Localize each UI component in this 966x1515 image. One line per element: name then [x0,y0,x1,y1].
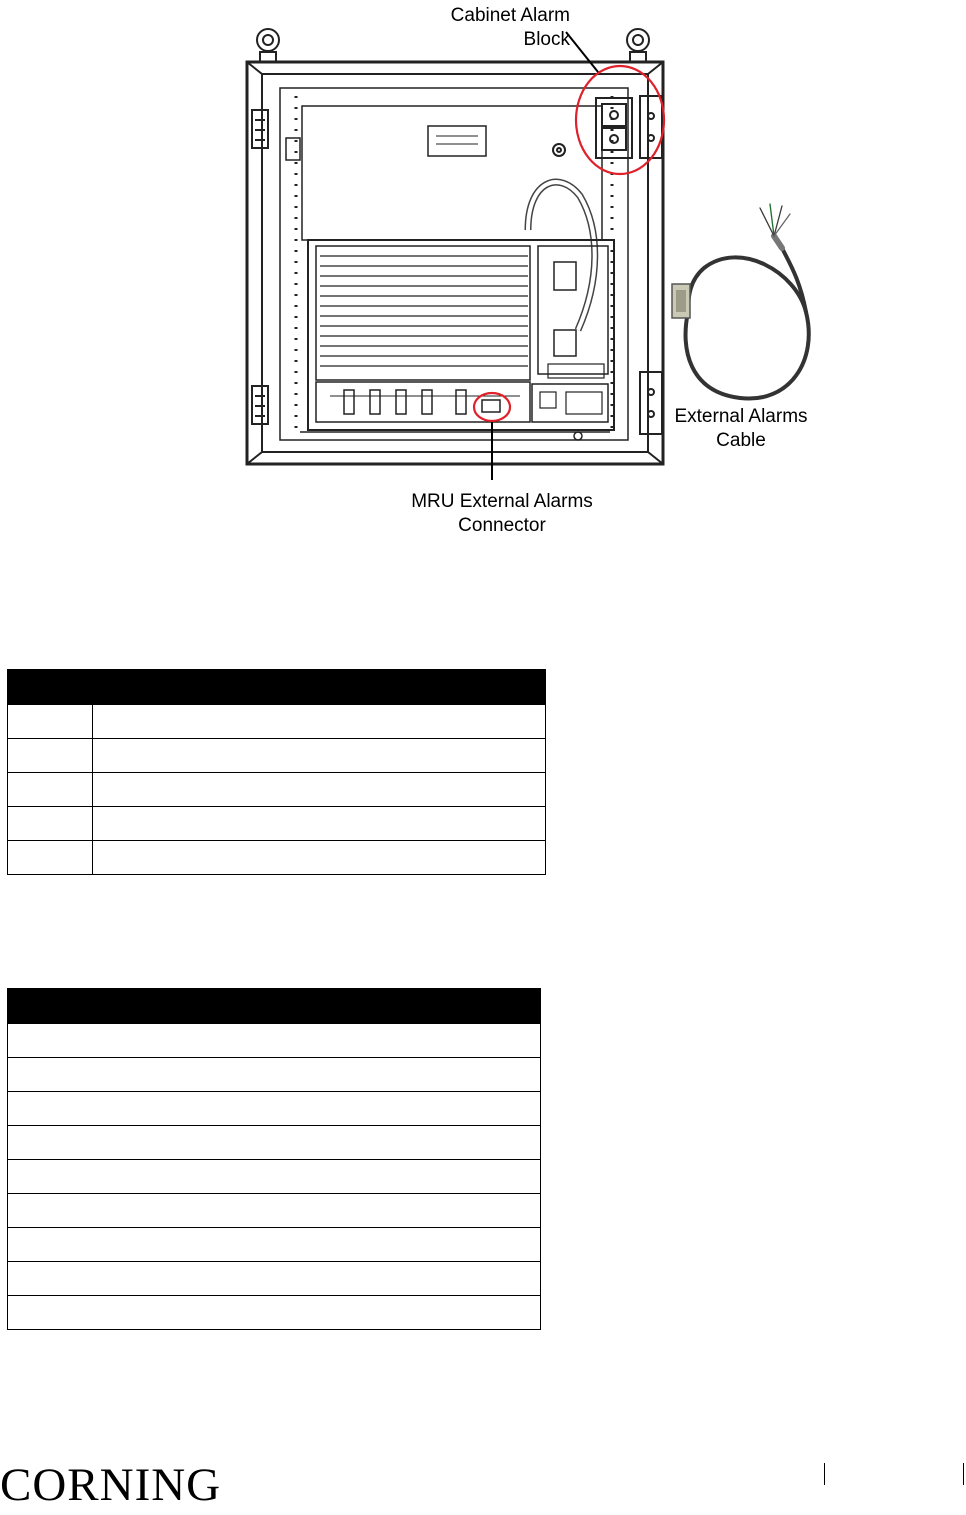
external-alarms-cable-label-line1: External Alarms [674,406,808,427]
table-row [8,1024,541,1058]
table-cell [8,739,93,773]
hinge-right-top [640,96,662,158]
footer-divider-left [824,1463,825,1485]
cabinet-diagram [240,20,680,480]
table-cell [8,1194,541,1228]
corning-logo: CORNING [0,1459,222,1511]
table-2-header-cell [8,989,541,1024]
latch-left-top [252,110,268,148]
table-cell [8,841,93,875]
table-cell [8,1024,541,1058]
table-row [8,773,546,807]
table-cell [8,773,93,807]
table-row [8,807,546,841]
mru-external-alarms-connector-label [392,490,612,538]
table-row [8,1228,541,1262]
external-alarms-cable-label [664,405,818,453]
table-row [8,1194,541,1228]
table-1-header-cell [8,670,93,705]
lifting-eye-right [627,29,649,62]
external-alarms-cable [662,196,822,406]
mru-connector-highlight [474,393,510,421]
mru-external-alarms-connector [482,400,500,412]
mru-external-alarms-connector-label-line2: Connector [458,515,546,536]
table-row [8,1262,541,1296]
cabinet-alarm-block [596,98,632,158]
lifting-eye-left [257,29,279,62]
table-1-header-cell [93,670,546,705]
table-cell [8,807,93,841]
nameplate [428,126,486,156]
table-cell [8,1058,541,1092]
table-cell [8,705,93,739]
table-row [8,705,546,739]
hinge-right-bottom [640,372,662,434]
cabinet-alarm-block-leader [566,32,598,72]
heatsink-fins [320,256,528,366]
table-row [8,841,546,875]
table-cell [8,1092,541,1126]
latch-left-bottom [252,386,268,424]
table-2 [7,988,541,1330]
table-row [8,1058,541,1092]
footer-divider-right [963,1463,964,1485]
table-row [8,739,546,773]
cabinet-enclosure [247,62,663,464]
mru-external-alarms-connector-label-line1: MRU External Alarms [411,491,593,512]
cabinet-alarm-block-label-line2: Block [523,29,570,50]
table-cell [93,807,546,841]
table-row [8,1092,541,1126]
table-cell [93,841,546,875]
table-cell [8,1262,541,1296]
cabinet-alarm-block-label-line1: Cabinet Alarm [450,5,570,26]
table-cell [8,1160,541,1194]
table-cell [93,705,546,739]
table-1 [7,669,546,875]
table-row [8,1296,541,1330]
table-cell [93,773,546,807]
table-cell [93,739,546,773]
table-row [8,1160,541,1194]
table-cell [8,1296,541,1330]
external-alarms-cable-label-line2: Cable [716,430,766,451]
table-cell [8,1228,541,1262]
table-1-header-row [8,670,546,705]
table-2-header-row [8,989,541,1024]
table-row [8,1126,541,1160]
table-cell [8,1126,541,1160]
